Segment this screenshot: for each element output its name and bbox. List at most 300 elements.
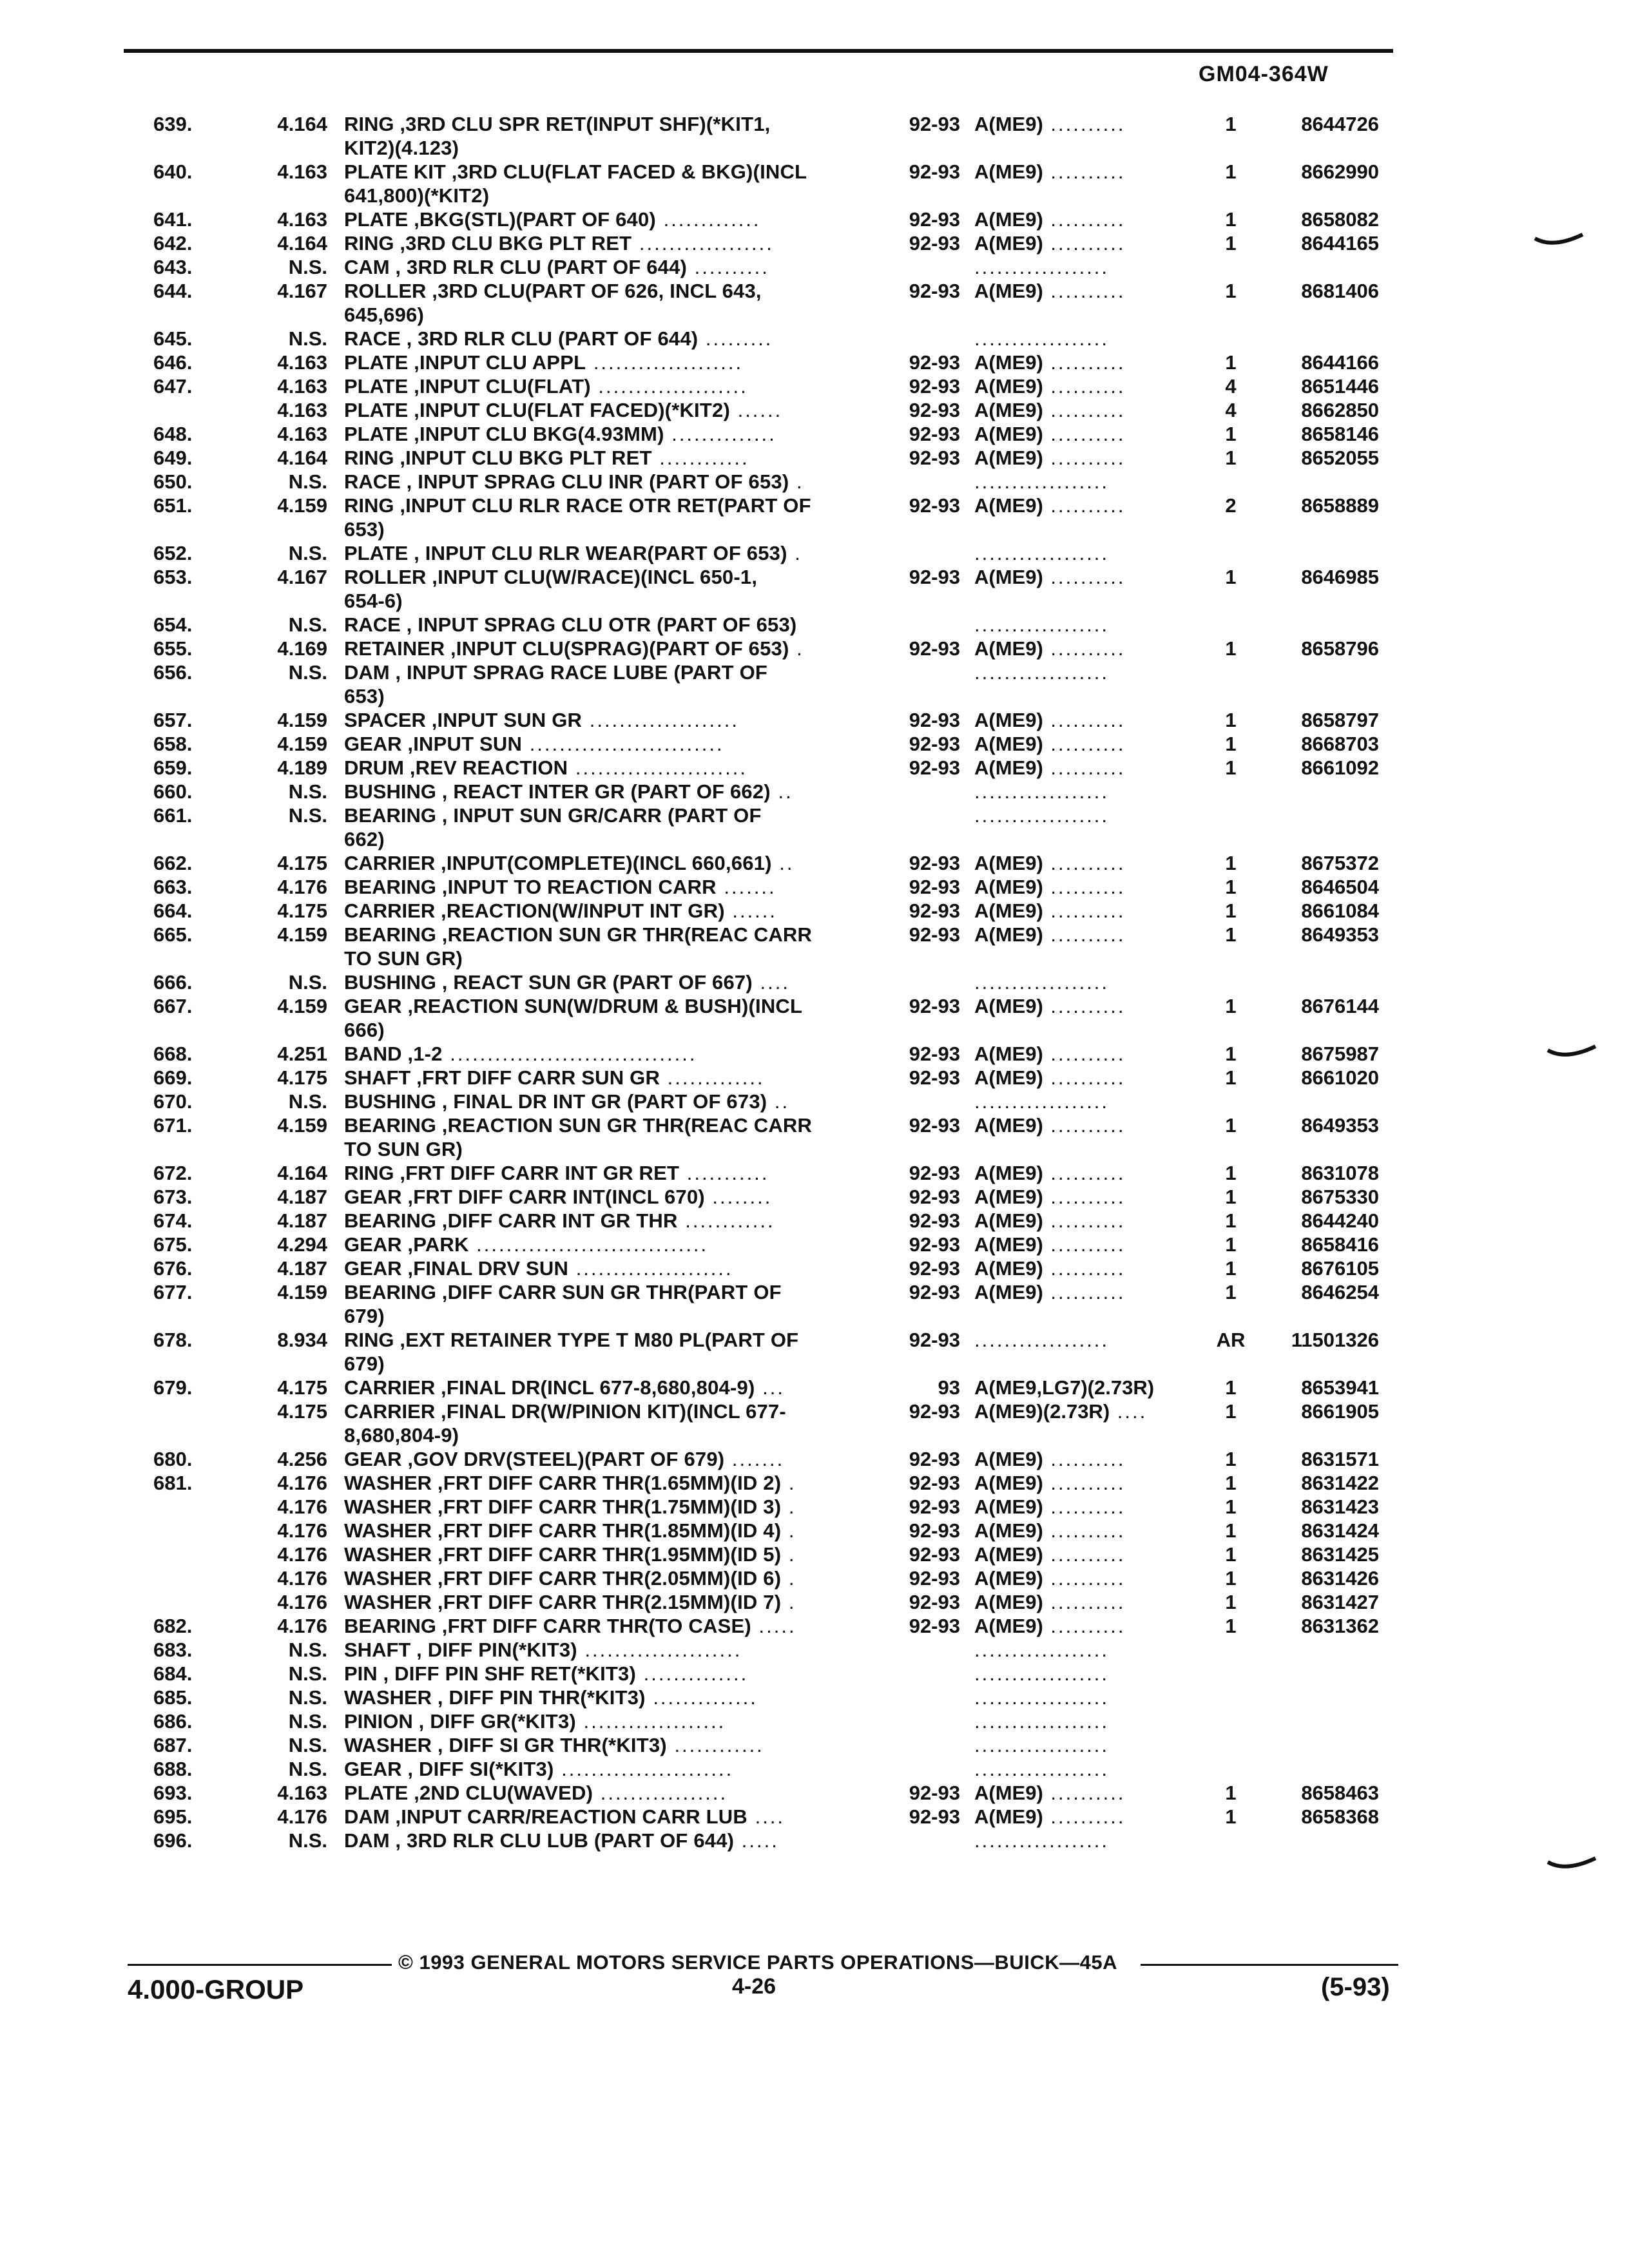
parts-row <box>0 112 1629 136</box>
parts-row <box>0 1829 1629 1852</box>
item-number: 681. <box>153 1472 193 1494</box>
part-number: 8653941 <box>1301 1376 1379 1399</box>
leader-dots: .............. <box>645 1686 758 1709</box>
part-number: 8661020 <box>1301 1066 1379 1089</box>
group-number: 4.164 <box>277 113 327 135</box>
part-name: ROLLER <box>344 566 427 588</box>
model-code <box>974 1113 1219 1137</box>
model-years: 92-93 <box>909 1567 960 1590</box>
parts-row <box>0 1256 1629 1280</box>
parts-row <box>0 613 1629 637</box>
item-number: 648. <box>153 423 193 445</box>
leader-dots: . <box>781 1495 796 1518</box>
leader-dots: .................. <box>974 780 1110 803</box>
page-number: 4-26 <box>732 1974 776 1999</box>
parts-row <box>0 1161 1629 1185</box>
model-years: 92-93 <box>909 232 960 255</box>
leader-dots: . <box>781 1519 796 1542</box>
parts-row <box>0 351 1629 374</box>
leader-dots: ............ <box>677 1209 775 1232</box>
leader-dots: ...... <box>729 399 783 421</box>
model-code <box>974 1066 1219 1090</box>
part-description <box>344 803 872 827</box>
model-code <box>974 279 1219 303</box>
group-number: 4.175 <box>277 1066 327 1089</box>
part-description <box>344 1352 872 1376</box>
part-detail: ,REACTION SUN GR THR(REAC CARR <box>436 1114 813 1137</box>
item-number: 660. <box>153 780 193 803</box>
model-code <box>974 1042 1219 1066</box>
quantity: 1 <box>1225 160 1237 183</box>
group-number: N.S. <box>288 1734 327 1756</box>
part-name: BEARING <box>344 876 436 898</box>
part-detail: ,FRT DIFF CARR THR(2.05MM)(ID 6) <box>432 1567 782 1590</box>
part-detail: ,INPUT CLU(FLAT) <box>408 375 591 398</box>
leader-dots: . <box>781 1567 796 1590</box>
part-name: BAND <box>344 1043 402 1065</box>
part-number: 8631424 <box>1301 1519 1379 1542</box>
model-years: 92-93 <box>909 1615 960 1637</box>
part-detail: ,INPUT CLU(SPRAG)(PART OF 653) <box>445 637 789 660</box>
model-code <box>974 1519 1219 1542</box>
part-number: 8668703 <box>1301 733 1379 755</box>
footer-rule-right <box>1141 1964 1398 1966</box>
model-years: 93 <box>938 1376 960 1399</box>
part-description <box>344 136 872 160</box>
parts-row <box>0 207 1629 231</box>
part-detail: TO SUN GR) <box>344 947 463 970</box>
part-name: BEARING <box>344 804 436 827</box>
parts-row <box>0 1614 1629 1638</box>
model-code <box>974 613 1219 637</box>
parts-row <box>0 1137 1629 1161</box>
group-number: 4.169 <box>277 637 327 660</box>
part-number: 8631423 <box>1301 1495 1379 1518</box>
part-detail: ,FRT DIFF CARR THR(1.85MM)(ID 4) <box>432 1519 782 1542</box>
model-years: 92-93 <box>909 756 960 779</box>
part-description <box>344 780 872 803</box>
part-number: 8661905 <box>1301 1400 1379 1423</box>
part-description <box>344 589 872 613</box>
leader-dots: .......... <box>1043 1066 1126 1089</box>
quantity: 1 <box>1225 923 1237 946</box>
parts-row <box>0 541 1629 565</box>
leader-dots: ............. <box>655 208 761 231</box>
model-years: 92-93 <box>909 399 960 421</box>
model-code <box>974 756 1219 780</box>
part-description <box>344 374 872 398</box>
model-code <box>974 899 1219 923</box>
part-description <box>344 637 872 660</box>
part-name: WASHER <box>344 1591 432 1613</box>
part-number: 8681406 <box>1301 280 1379 302</box>
item-number: 671. <box>153 1114 193 1137</box>
parts-row <box>0 1709 1629 1733</box>
quantity: 1 <box>1225 1448 1237 1470</box>
part-name: GEAR <box>344 1233 402 1256</box>
item-number: 684. <box>153 1662 193 1685</box>
leader-dots: .......... <box>1043 1186 1126 1208</box>
item-number: 680. <box>153 1448 193 1470</box>
part-description <box>344 1042 872 1066</box>
part-name: BEARING <box>344 1615 436 1637</box>
model-years: 92-93 <box>909 494 960 517</box>
model-code <box>974 1280 1219 1304</box>
part-number: 8631571 <box>1301 1448 1379 1470</box>
part-description <box>344 517 872 541</box>
leader-dots: .......... <box>1043 995 1126 1017</box>
parts-row <box>0 923 1629 947</box>
parts-row <box>0 1662 1629 1686</box>
model-code-text: A(ME9) <box>974 1615 1043 1637</box>
part-name: BEARING <box>344 1114 436 1137</box>
model-years: 92-93 <box>909 1495 960 1518</box>
model-years: 92-93 <box>909 1281 960 1303</box>
leader-dots: ............ <box>651 447 749 469</box>
model-years: 92-93 <box>909 876 960 898</box>
part-name: GEAR <box>344 995 402 1017</box>
group-number: 4.176 <box>277 1805 327 1828</box>
model-code <box>974 1757 1219 1781</box>
model-code-text: A(ME9) <box>974 1591 1043 1613</box>
model-code-text: A(ME9) <box>974 1782 1043 1804</box>
part-name: GEAR <box>344 1257 402 1280</box>
part-name: CARRIER <box>344 1400 436 1423</box>
model-code <box>974 327 1219 351</box>
group-number: 4.189 <box>277 756 327 779</box>
parts-row <box>0 1042 1629 1066</box>
part-name: RING <box>344 494 394 517</box>
parts-row <box>0 565 1629 589</box>
part-detail: ,INPUT CLU BKG PLT RET <box>394 447 652 469</box>
model-code <box>974 1566 1219 1590</box>
item-number: 676. <box>153 1257 193 1280</box>
group-number: 4.164 <box>277 1162 327 1184</box>
leader-dots: .................. <box>974 1829 1110 1852</box>
group-number: 4.175 <box>277 852 327 874</box>
item-number: 687. <box>153 1734 193 1756</box>
model-years: 92-93 <box>909 637 960 660</box>
group-number: 4.164 <box>277 447 327 469</box>
model-code <box>974 1185 1219 1209</box>
part-number: 8631425 <box>1301 1543 1379 1566</box>
group-number: 4.159 <box>277 1281 327 1303</box>
leader-dots: .......... <box>1043 756 1126 779</box>
model-code <box>974 374 1219 398</box>
model-code <box>974 1805 1219 1829</box>
part-detail: ,FRT DIFF CARR THR(1.95MM)(ID 5) <box>432 1543 782 1566</box>
model-code-text: A(ME9) <box>974 399 1043 421</box>
parts-row <box>0 1733 1629 1757</box>
part-detail: , 3RD RLR CLU (PART OF 644) <box>389 256 688 278</box>
model-code <box>974 1590 1219 1614</box>
part-detail: 641,800)(*KIT2) <box>344 184 490 207</box>
parts-row <box>0 1423 1629 1447</box>
model-years: 92-93 <box>909 1257 960 1280</box>
leader-dots: ..... <box>734 1829 779 1852</box>
model-code-text: A(ME9) <box>974 995 1043 1017</box>
model-code <box>974 565 1219 589</box>
part-number: 8644726 <box>1301 113 1379 135</box>
model-code <box>974 1256 1219 1280</box>
model-code <box>974 351 1219 374</box>
parts-row <box>0 875 1629 899</box>
part-detail: ,GOV DRV(STEEL)(PART OF 679) <box>401 1448 725 1470</box>
leader-dots: .......... <box>1043 1805 1126 1828</box>
parts-row <box>0 994 1629 1018</box>
model-code-text: A(ME9) <box>974 1281 1043 1303</box>
item-number: 665. <box>153 923 193 946</box>
group-number: 4.163 <box>277 399 327 421</box>
part-description <box>344 231 872 255</box>
part-detail: , INPUT SUN GR/CARR (PART OF <box>436 804 762 827</box>
model-years: 92-93 <box>909 1472 960 1494</box>
part-description <box>344 1233 872 1256</box>
part-detail: ,INPUT TO REACTION CARR <box>436 876 717 898</box>
leader-dots: .................. <box>974 613 1110 636</box>
leader-dots: ............. <box>660 1066 765 1089</box>
part-detail: KIT2)(4.123) <box>344 137 459 159</box>
group-number: 4.159 <box>277 494 327 517</box>
leader-dots: .......... <box>1043 876 1126 898</box>
parts-row <box>0 1280 1629 1304</box>
leader-dots: .......... <box>1043 375 1126 398</box>
model-code-text: A(ME9) <box>974 375 1043 398</box>
part-detail: ,FRT DIFF CARR THR(1.75MM)(ID 3) <box>432 1495 782 1518</box>
leader-dots: .................... <box>590 375 748 398</box>
quantity: 1 <box>1225 899 1237 922</box>
part-detail: ,INPUT CLU APPL <box>408 351 586 374</box>
leader-dots: ................. <box>593 1782 728 1804</box>
quantity: 1 <box>1225 1591 1237 1613</box>
part-name: GEAR <box>344 733 402 755</box>
part-description <box>344 1447 872 1471</box>
quantity: 1 <box>1225 1567 1237 1590</box>
item-number: 642. <box>153 232 193 255</box>
part-name: RACE <box>344 470 401 493</box>
quantity: 1 <box>1225 995 1237 1017</box>
leader-dots: .................. <box>974 1734 1110 1756</box>
parts-row <box>0 1590 1629 1614</box>
leader-dots: .......... <box>1043 1257 1126 1280</box>
part-number: 11501326 <box>1291 1329 1379 1351</box>
quantity: 1 <box>1225 1114 1237 1137</box>
model-code <box>974 1376 1219 1399</box>
quantity: 1 <box>1225 852 1237 874</box>
part-number: 8649353 <box>1301 1114 1379 1137</box>
model-code <box>974 494 1219 517</box>
leader-dots: .... <box>1110 1400 1148 1423</box>
model-code <box>974 923 1219 947</box>
part-description <box>344 1137 872 1161</box>
parts-row <box>0 494 1629 517</box>
item-number: 661. <box>153 804 193 827</box>
model-years: 92-93 <box>909 1448 960 1470</box>
group-number: 4.176 <box>277 1615 327 1637</box>
part-detail: , INPUT CLU RLR WEAR(PART OF 653) <box>408 542 787 564</box>
part-number: 8658146 <box>1301 423 1379 445</box>
model-code-text: A(ME9) <box>974 899 1043 922</box>
leader-dots: .......... <box>1043 494 1126 517</box>
part-description <box>344 1638 872 1662</box>
leader-dots: .................. <box>974 1686 1110 1709</box>
part-description <box>344 970 872 994</box>
group-number: 4.175 <box>277 1376 327 1399</box>
part-name: PLATE <box>344 375 409 398</box>
leader-dots: .............. <box>636 1662 749 1685</box>
quantity: 1 <box>1225 1400 1237 1423</box>
quantity: 1 <box>1225 1805 1237 1828</box>
parts-row <box>0 803 1629 827</box>
item-number: 655. <box>153 637 193 660</box>
part-description <box>344 1280 872 1304</box>
group-number: 4.187 <box>277 1209 327 1232</box>
part-name: CARRIER <box>344 852 436 874</box>
part-name: BEARING <box>344 1281 436 1303</box>
model-years: 92-93 <box>909 351 960 374</box>
parts-row <box>0 732 1629 756</box>
group-number: 4.176 <box>277 1591 327 1613</box>
part-detail: ,FRT DIFF CARR THR(2.15MM)(ID 7) <box>432 1591 782 1613</box>
group-number: 4.159 <box>277 709 327 731</box>
group-number: N.S. <box>288 613 327 636</box>
leader-dots: .......... <box>1043 1591 1126 1613</box>
model-years: 92-93 <box>909 160 960 183</box>
leader-dots: .. <box>771 852 795 874</box>
parts-row <box>0 684 1629 708</box>
leader-dots: .......... <box>1043 1233 1126 1256</box>
part-number: 8631362 <box>1301 1615 1379 1637</box>
parts-row <box>0 899 1629 923</box>
part-name: WASHER <box>344 1495 432 1518</box>
group-number: 4.256 <box>277 1448 327 1470</box>
group-number: 8.934 <box>277 1329 327 1351</box>
group-number: N.S. <box>288 780 327 803</box>
item-number: 662. <box>153 852 193 874</box>
part-name: GEAR <box>344 1448 402 1470</box>
parts-row <box>0 637 1629 660</box>
leader-dots: .................. <box>631 232 774 255</box>
parts-row <box>0 970 1629 994</box>
model-code <box>974 708 1219 732</box>
part-description <box>344 923 872 947</box>
leader-dots: .................. <box>974 804 1110 827</box>
part-description <box>344 1471 872 1495</box>
part-detail: ,3RD CLU SPR RET(INPUT SHF)(*KIT1, <box>394 113 771 135</box>
model-code-text: A(ME9) <box>974 160 1043 183</box>
model-code <box>974 112 1219 136</box>
parts-row <box>0 160 1629 184</box>
part-number: 8631427 <box>1301 1591 1379 1613</box>
quantity: 1 <box>1225 113 1237 135</box>
item-number: 686. <box>153 1710 193 1733</box>
leader-dots: .......... <box>1043 280 1126 302</box>
part-detail: ,PARK <box>401 1233 469 1256</box>
part-description <box>344 1781 872 1805</box>
leader-dots: . <box>781 1591 796 1613</box>
model-code-text: A(ME9) <box>974 923 1043 946</box>
group-label: 4.000-GROUP <box>128 1974 304 2004</box>
part-description <box>344 160 872 184</box>
model-years: 92-93 <box>909 1591 960 1613</box>
part-detail: , DIFF PIN THR(*KIT3) <box>432 1686 646 1709</box>
group-number: N.S. <box>288 1090 327 1113</box>
group-number: 4.159 <box>277 1114 327 1137</box>
parts-row <box>0 1399 1629 1423</box>
model-code <box>974 1781 1219 1805</box>
model-years: 92-93 <box>909 1543 960 1566</box>
model-years: 92-93 <box>909 280 960 302</box>
quantity: 2 <box>1225 494 1237 517</box>
leader-dots: .......................... <box>522 733 724 755</box>
part-description <box>344 1614 872 1638</box>
leader-dots: .......... <box>1043 1519 1126 1542</box>
part-name: GEAR <box>344 1186 402 1208</box>
leader-dots: .......... <box>1043 1543 1126 1566</box>
part-detail: ,REACTION SUN(W/DRUM & BUSH)(INCL <box>401 995 803 1017</box>
parts-row <box>0 1185 1629 1209</box>
leader-dots: .......... <box>1043 423 1126 445</box>
model-code <box>974 1542 1219 1566</box>
leader-dots: .......... <box>1043 1448 1126 1470</box>
parts-row <box>0 947 1629 970</box>
quantity: 1 <box>1225 1043 1237 1065</box>
part-detail: , FINAL DR INT GR (PART OF 673) <box>436 1090 767 1113</box>
leader-dots: .......... <box>1043 1472 1126 1494</box>
part-description <box>344 684 872 708</box>
item-number: 658. <box>153 733 193 755</box>
part-number: 8675987 <box>1301 1043 1379 1065</box>
quantity: 1 <box>1225 566 1237 588</box>
part-number: 8644165 <box>1301 232 1379 255</box>
part-detail: , 3RD RLR CLU LUB (PART OF 644) <box>389 1829 735 1852</box>
leader-dots: ............ <box>666 1734 764 1756</box>
model-years: 92-93 <box>909 1162 960 1184</box>
model-code <box>974 470 1219 494</box>
part-detail: ,FRT DIFF CARR INT(INCL 670) <box>401 1186 705 1208</box>
item-number: 693. <box>153 1782 193 1804</box>
quantity: 1 <box>1225 1495 1237 1518</box>
part-detail: ,3RD CLU BKG PLT RET <box>394 232 632 255</box>
leader-dots: .......... <box>1043 399 1126 421</box>
part-name: SHAFT <box>344 1639 411 1661</box>
part-description <box>344 446 872 470</box>
part-name: BUSHING <box>344 780 436 803</box>
part-name: WASHER <box>344 1686 432 1709</box>
item-number: 640. <box>153 160 193 183</box>
model-code <box>974 637 1219 660</box>
part-detail: 654-6) <box>344 590 403 612</box>
part-name: RACE <box>344 327 401 350</box>
parts-row <box>0 279 1629 303</box>
part-description <box>344 1304 872 1328</box>
group-number: 4.163 <box>277 208 327 231</box>
part-description <box>344 851 872 875</box>
group-number: 4.176 <box>277 876 327 898</box>
quantity: 1 <box>1225 351 1237 374</box>
part-detail: , DIFF SI GR THR(*KIT3) <box>432 1734 667 1756</box>
part-detail: , 3RD RLR CLU (PART OF 644) <box>400 327 699 350</box>
part-name: DRUM <box>344 756 404 779</box>
part-number: 8675330 <box>1301 1186 1379 1208</box>
model-code-text: A(ME9) <box>974 1209 1043 1232</box>
part-detail: ,INPUT CLU RLR RACE OTR RET(PART OF <box>394 494 811 517</box>
model-years: 92-93 <box>909 1066 960 1089</box>
part-description <box>344 1018 872 1042</box>
parts-row <box>0 827 1629 851</box>
leader-dots: .......... <box>1043 1495 1126 1518</box>
part-detail: ,INPUT CLU(W/RACE)(INCL 650-1, <box>426 566 758 588</box>
